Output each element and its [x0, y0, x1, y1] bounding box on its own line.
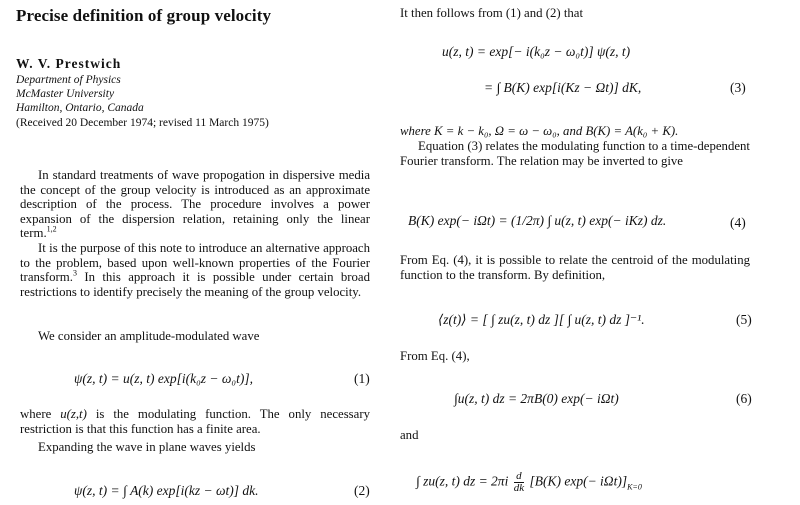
fraction-denominator: dk — [513, 482, 525, 494]
equation-7 — [416, 471, 642, 494]
paragraph-expanding: Expanding the wave in plane waves yields — [38, 440, 256, 454]
paragraph-where-u — [20, 407, 370, 436]
affiliation-city: Hamilton, Ontario, Canada — [16, 102, 144, 114]
affiliation-department: Department of Physics — [16, 74, 121, 86]
derivative-fraction — [514, 471, 524, 494]
paragraph-centroid: From Eq. (4), it is possible to relate the centroid of the modulating function to the transform. By definition, — [400, 253, 750, 282]
equation-5-number: (5) — [736, 312, 752, 327]
equation-2: ψ(z, t) = ∫ A(k) exp[i(kz − ωt)] dk. — [74, 483, 259, 498]
paragraph-where-u-text-b: is the modulating function. The only necessary restriction is that this function has a finite area. — [20, 407, 370, 436]
equation-4-number: (4) — [730, 215, 746, 230]
affiliation-university: McMaster University — [16, 88, 115, 100]
paragraph-then-follows: It then follows from (1) and (2) that — [400, 6, 584, 20]
paragraph-purpose-text-a: It is the purpose of this note to introduce an alternative approach to the problem, based upon well-known properties of the Fourier transform. — [20, 241, 370, 285]
equation-4: B(K) exp(− iΩt) = (1/2π) ∫ u(z, t) exp(− iKz) dz. — [408, 213, 667, 228]
received-dates: (Received 20 December 1974; revised 11 March 1975) — [16, 117, 269, 129]
equation-7-subscript: K=0 — [627, 482, 642, 492]
equation-3-line-2: = ∫ B(K) exp[i(Kz − Ωt)] dK, — [484, 80, 642, 95]
reference-1-2: 1,2 — [46, 225, 57, 235]
word-and: and — [400, 428, 419, 442]
fraction-numerator: d — [514, 471, 524, 483]
paragraph-where-u-text-a: where — [20, 407, 61, 421]
equation-2-number: (2) — [354, 483, 370, 498]
equation-3-line-1: u(z, t) = exp[− i(k₀z − ω₀t)] ψ(z, t) — [442, 44, 631, 59]
paragraph-consider: We consider an amplitude-modulated wave — [38, 329, 260, 343]
paragraph-purpose — [20, 241, 370, 299]
paragraph-intro — [20, 168, 370, 241]
definition-K-Omega: where K = k − k₀, Ω = ω − ω₀, and B(K) = A(k₀ + K). — [400, 124, 679, 138]
paragraph-intro-text: In standard treatments of wave propogation in dispersive media the concept of the group velocity is introduced as an approximate description of the process. The procedure involves a power expansion of the dispersion relation, retaining only the linear term. — [20, 168, 370, 241]
equation-6-number: (6) — [736, 391, 752, 406]
author-name: W. V. Prestwich — [16, 56, 122, 71]
variable-u-z-t: u(z,t) — [60, 407, 87, 421]
paragraph-from-eq4: From Eq. (4), — [400, 349, 470, 363]
equation-6: ∫u(z, t) dz = 2πB(0) exp(− iΩt) — [454, 391, 619, 406]
paragraph-equation-3: Equation (3) relates the modulating function to a time-dependent Fourier transform. The relation may be inverted to give — [400, 139, 750, 168]
equation-7-rhs: [B(K) exp(− iΩt)] — [529, 473, 628, 489]
article-title: Precise definition of group velocity — [16, 6, 272, 25]
equation-1-number: (1) — [354, 371, 370, 386]
equation-3-number: (3) — [730, 80, 746, 95]
equation-1: ψ(z, t) = u(z, t) exp[i(k₀z − ω₀t)], — [74, 371, 253, 386]
reference-3: 3 — [72, 268, 77, 278]
equation-7-lhs: ∫ zu(z, t) dz = 2πi — [416, 473, 509, 489]
equation-5: ⟨z(t)⟩ = [ ∫ zu(z, t) dz ][ ∫ u(z, t) dz ]⁻¹. — [438, 312, 645, 327]
paragraph-purpose-text-b: In this approach it is possible under certain broad restrictions to identify precisely the meaning of the group velocity. — [20, 270, 370, 299]
